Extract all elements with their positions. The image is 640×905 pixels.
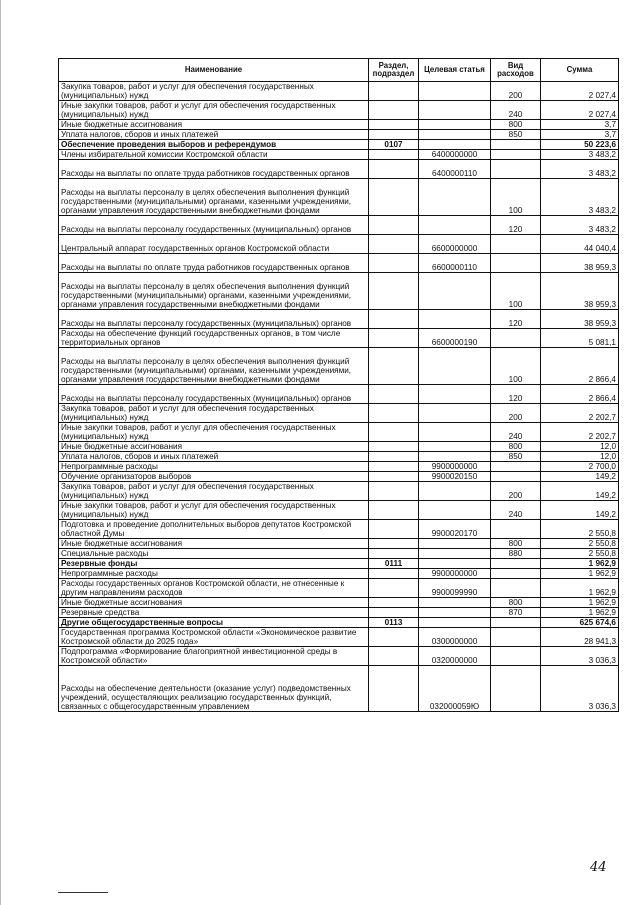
table-header-row [59,59,619,82]
row-sum: 149,2 [541,501,619,520]
table-row [59,216,619,235]
table-row [59,559,619,569]
row-target: 6600000190 [419,329,491,348]
table-row [59,452,619,462]
row-target: 9900099990 [419,579,491,598]
table-row [59,569,619,579]
row-target: 6400000110 [419,160,491,179]
row-name: Обучение организаторов выборов [59,472,369,482]
row-kind: 800 [491,598,541,608]
row-name: Подготовка и проведение дополнительных выборов депутатов Костромской областной Думы [59,520,369,539]
row-kind: 100 [491,273,541,310]
row-target [419,452,491,462]
row-kind: 240 [491,423,541,442]
table-row [59,120,619,130]
row-target [419,101,491,120]
row-sum: 3 483,2 [541,160,619,179]
row-sum: 2 027,4 [541,82,619,101]
table-row [59,598,619,608]
table-row [59,130,619,140]
row-name: Закупка товаров, работ и услуг для обеспечения государственных (муниципальных) нужд [59,82,369,101]
row-name: Закупка товаров, работ и услуг для обеспечения государственных (муниципальных) нужд [59,482,369,501]
row-name: Уплата налогов, сборов и иных платежей [59,130,369,140]
row-section [369,472,419,482]
row-name: Расходы на обеспечение функций государственных органов, в том числе территориальных органов [59,329,369,348]
row-name: Резервные фонды [59,559,369,569]
table-row [59,423,619,442]
row-sum: 149,2 [541,472,619,482]
table-row [59,235,619,254]
table-row [59,404,619,423]
row-target [419,442,491,452]
row-name: Подпрограмма «Формирование благоприятной инвестиционной среды в Костромской области» [59,647,369,666]
row-sum: 3 036,3 [541,666,619,712]
row-target [419,501,491,520]
table-row [59,472,619,482]
row-target [419,82,491,101]
row-sum: 3 483,2 [541,150,619,160]
row-sum: 28 941,3 [541,628,619,647]
row-kind: 200 [491,482,541,501]
footnote-line [58,892,108,893]
row-kind [491,569,541,579]
row-name: Обеспечение проведения выборов и референдумов [59,140,369,150]
row-sum: 1 962,9 [541,608,619,618]
table-row [59,666,619,712]
row-section [369,329,419,348]
table-row [59,160,619,179]
row-sum: 1 962,9 [541,598,619,608]
row-target: 9900020150 [419,472,491,482]
table-row [59,385,619,404]
table-row [59,101,619,120]
row-section [369,348,419,385]
row-sum: 625 674,6 [541,618,619,628]
header-name: Наименование [59,59,369,82]
table-row [59,150,619,160]
table-row [59,608,619,618]
row-kind [491,666,541,712]
row-kind: 800 [491,539,541,549]
table-row [59,647,619,666]
row-kind: 200 [491,82,541,101]
row-sum: 3,7 [541,130,619,140]
row-target [419,216,491,235]
row-sum: 1 962,9 [541,579,619,598]
row-target: 032000059Ю [419,666,491,712]
row-section [369,666,419,712]
row-target [419,385,491,404]
row-name: Расходы на выплаты персоналу государственных (муниципальных) органов [59,216,369,235]
row-name: Иные закупки товаров, работ и услуг для обеспечения государственных (муниципальных) нужд [59,423,369,442]
row-sum: 3,7 [541,120,619,130]
row-name: Закупка товаров, работ и услуг для обеспечения государственных (муниципальных) нужд [59,404,369,423]
row-section [369,647,419,666]
row-section: 0107 [369,140,419,150]
row-target [419,404,491,423]
row-section [369,501,419,520]
row-sum: 2 866,4 [541,385,619,404]
row-sum: 2 027,4 [541,101,619,120]
row-section [369,579,419,598]
table-row [59,179,619,216]
row-name: Непрограммные расходы [59,569,369,579]
row-kind: 120 [491,310,541,329]
table-row [59,329,619,348]
row-sum: 3 483,2 [541,179,619,216]
row-sum: 12,0 [541,452,619,462]
row-section [369,539,419,549]
row-target [419,273,491,310]
table-row [59,539,619,549]
row-sum: 2 202,7 [541,423,619,442]
row-section [369,179,419,216]
page-number: 44 [590,860,607,875]
row-target [419,310,491,329]
row-sum: 38 959,3 [541,310,619,329]
row-name: Расходы на выплаты персоналу государственных (муниципальных) органов [59,385,369,404]
row-kind [491,254,541,273]
row-target [419,348,491,385]
row-name: Члены избирательной комиссии Костромской области [59,150,369,160]
row-section [369,549,419,559]
table-row [59,482,619,501]
row-sum: 149,2 [541,482,619,501]
row-name: Иные бюджетные ассигнования [59,120,369,130]
row-name: Иные бюджетные ассигнования [59,539,369,549]
table-row [59,549,619,559]
row-name: Иные бюджетные ассигнования [59,598,369,608]
table-body [59,82,619,712]
row-name: Другие общегосударственные вопросы [59,618,369,628]
row-kind [491,160,541,179]
row-kind: 200 [491,404,541,423]
row-sum: 3 036,3 [541,647,619,666]
row-sum: 2 550,8 [541,539,619,549]
row-target: 9900020170 [419,520,491,539]
row-sum: 44 040,4 [541,235,619,254]
row-target: 6400000000 [419,150,491,160]
table-row [59,501,619,520]
row-section [369,404,419,423]
table-row [59,348,619,385]
row-target [419,130,491,140]
row-kind: 850 [491,452,541,462]
row-section [369,569,419,579]
row-kind [491,618,541,628]
row-section [369,273,419,310]
row-target: 9900000000 [419,569,491,579]
table-row [59,579,619,598]
row-kind: 850 [491,130,541,140]
row-kind [491,579,541,598]
table-row [59,442,619,452]
row-name: Резервные средства [59,608,369,618]
row-target [419,618,491,628]
row-name: Иные закупки товаров, работ и услуг для обеспечения государственных (муниципальных) нужд [59,501,369,520]
row-target [419,598,491,608]
row-section [369,120,419,130]
row-target [419,539,491,549]
row-kind [491,559,541,569]
table-row [59,520,619,539]
row-section [369,462,419,472]
row-name: Расходы на выплаты по оплате труда работников государственных органов [59,160,369,179]
row-kind: 100 [491,348,541,385]
row-target [419,423,491,442]
row-kind [491,647,541,666]
row-section [369,310,419,329]
row-target [419,608,491,618]
row-section [369,598,419,608]
row-sum: 50 223,6 [541,140,619,150]
row-target: 0320000000 [419,647,491,666]
page-edge [0,0,1,905]
row-section [369,101,419,120]
row-kind [491,628,541,647]
row-name: Государственная программа Костромской области «Экономическое развитие Костромской области до 2025 года» [59,628,369,647]
row-target [419,179,491,216]
row-kind: 240 [491,501,541,520]
row-kind [491,150,541,160]
row-kind [491,462,541,472]
row-target [419,549,491,559]
row-section [369,628,419,647]
row-sum: 38 959,3 [541,254,619,273]
row-sum: 38 959,3 [541,273,619,310]
row-kind: 100 [491,179,541,216]
row-name: Расходы на выплаты персоналу в целях обеспечения выполнения функций государственными (муниципальными) органами, казенными учреждениями, органами управления государственными внебюджетными фондами [59,179,369,216]
row-section [369,82,419,101]
row-sum: 5 081,1 [541,329,619,348]
row-target: 0300000000 [419,628,491,647]
row-name: Специальные расходы [59,549,369,559]
row-sum: 2 866,4 [541,348,619,385]
header-target: Целевая статья [419,59,491,82]
table-row [59,140,619,150]
header-kind: Вид расходов [491,59,541,82]
row-name: Уплата налогов, сборов и иных платежей [59,452,369,462]
row-sum: 1 962,9 [541,569,619,579]
row-section [369,130,419,140]
row-name: Непрограммные расходы [59,462,369,472]
row-name: Центральный аппарат государственных органов Костромской области [59,235,369,254]
row-kind [491,140,541,150]
table-row [59,310,619,329]
row-kind: 870 [491,608,541,618]
row-section [369,254,419,273]
row-sum: 3 483,2 [541,216,619,235]
row-section [369,235,419,254]
row-name: Иные закупки товаров, работ и услуг для обеспечения государственных (муниципальных) нужд [59,101,369,120]
row-name: Иные бюджетные ассигнования [59,442,369,452]
row-sum: 2 700,0 [541,462,619,472]
row-section [369,216,419,235]
table-row [59,254,619,273]
header-section: Раздел, подраздел [369,59,419,82]
table-row [59,273,619,310]
table-row [59,462,619,472]
row-kind [491,520,541,539]
row-kind [491,472,541,482]
row-sum: 2 550,8 [541,549,619,559]
row-section [369,520,419,539]
row-kind [491,329,541,348]
row-kind: 800 [491,442,541,452]
row-name: Расходы на выплаты персоналу государственных (муниципальных) органов [59,310,369,329]
row-section [369,150,419,160]
row-sum: 1 962,9 [541,559,619,569]
budget-table [58,58,619,712]
row-target: 9900000000 [419,462,491,472]
row-section [369,160,419,179]
row-section: 0113 [369,618,419,628]
row-target [419,120,491,130]
row-sum: 12,0 [541,442,619,452]
row-name: Расходы на выплаты персоналу в целях обеспечения выполнения функций государственными (муниципальными) органами, казенными учреждениями, органами управления государственными внебюджетными фондами [59,348,369,385]
table-row [59,628,619,647]
row-kind: 880 [491,549,541,559]
row-target [419,482,491,501]
row-name: Расходы государственных органов Костромской области, не отнесенные к другим направлениям расходов [59,579,369,598]
row-kind: 240 [491,101,541,120]
row-name: Расходы на обеспечение деятельности (оказание услуг) подведомственных учреждений, осуществляющих реализацию государственных функций, связанных с общегосударственным управлением [59,666,369,712]
row-kind: 120 [491,385,541,404]
table-row [59,82,619,101]
row-kind: 120 [491,216,541,235]
row-name: Расходы на выплаты персоналу в целях обеспечения выполнения функций государственными (муниципальными) органами, казенными учреждениями, органами управления государственными внебюджетными фондами [59,273,369,310]
header-sum: Сумма [541,59,619,82]
row-section [369,608,419,618]
table-row [59,618,619,628]
row-section [369,385,419,404]
row-target: 6600000110 [419,254,491,273]
row-section [369,452,419,462]
row-kind: 800 [491,120,541,130]
row-section [369,423,419,442]
row-kind [491,235,541,254]
row-target [419,140,491,150]
row-target: 6600000000 [419,235,491,254]
row-target [419,559,491,569]
row-section [369,482,419,501]
row-section [369,442,419,452]
row-section: 0111 [369,559,419,569]
row-sum: 2 202,7 [541,404,619,423]
row-sum: 2 550,8 [541,520,619,539]
row-name: Расходы на выплаты по оплате труда работников государственных органов [59,254,369,273]
